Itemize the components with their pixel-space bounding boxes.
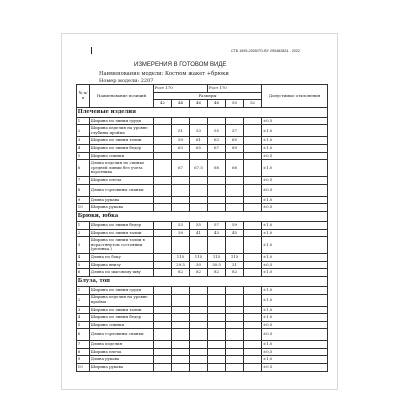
tolerance-value: ±1,0 (262, 286, 328, 294)
size-value (244, 137, 262, 145)
size-value (190, 204, 208, 212)
tolerance-value: ±1,0 (262, 294, 328, 306)
table-row (77, 237, 328, 254)
size-value (244, 125, 262, 137)
size-value: 59 (172, 137, 190, 145)
tolerance-value: ±0,5 (262, 348, 328, 356)
model-name: Наименование модели: Костюм жакет +брюки (99, 71, 229, 77)
table-row (77, 254, 328, 262)
size-value (172, 196, 190, 204)
row-name: Ширина по линии талии в нерастянутом состоянии (резинка.) (90, 237, 154, 254)
row-name: Длина по боку (90, 254, 154, 262)
size-value (190, 348, 208, 356)
row-name: Ширина по линии талии (90, 306, 154, 314)
size-value: 29.5 (172, 261, 190, 269)
row-name: Ширина изделия на уровне глубины пройма (90, 125, 154, 137)
row-number: 10 (77, 364, 90, 372)
row-name: Ширина спинки (90, 152, 154, 160)
size-value (190, 364, 208, 372)
table-row (77, 314, 328, 322)
size-value (244, 117, 262, 125)
row-name: Ширина по линии талии (90, 137, 154, 145)
size-header: 46 (190, 100, 208, 108)
tolerance-value: ±1,0 (262, 314, 328, 322)
size-value (190, 196, 208, 204)
size-value: 115 (226, 254, 244, 262)
size-value (244, 356, 262, 364)
size-value (244, 152, 262, 160)
row-name: Ширина плеча (90, 348, 154, 356)
table-row (77, 306, 328, 314)
row-number: 6 (77, 269, 90, 277)
measurements-table (76, 84, 328, 372)
size-value (244, 177, 262, 185)
size-value: 68 (226, 160, 244, 177)
size-value (154, 117, 172, 125)
row-name: Ширина по линии талии (90, 229, 154, 237)
size-value (190, 184, 208, 196)
table-row (77, 221, 328, 229)
size-value (208, 117, 226, 125)
row-number: 4 (77, 254, 90, 262)
size-value (190, 306, 208, 314)
row-number: 4 (77, 314, 90, 322)
size-value (244, 229, 262, 237)
size-value: 39 (172, 229, 190, 237)
tolerance-value: ±1,0 (262, 254, 328, 262)
standard-reference: СТБ 1593-2005/ТО-BY 290482824 - 2022 (231, 49, 300, 53)
row-number: 3 (77, 306, 90, 314)
table-row (77, 261, 328, 269)
row-name: Ширина по линии бедер (90, 144, 154, 152)
size-value: 55 (190, 221, 208, 229)
size-value (208, 204, 226, 212)
tolerance-value: ±0,5 (262, 329, 328, 341)
table-row (77, 364, 328, 372)
size-value (226, 177, 244, 185)
size-value: 115 (208, 254, 226, 262)
table-row (77, 204, 328, 212)
row-number: 9 (77, 356, 90, 364)
size-value (244, 184, 262, 196)
size-value (190, 329, 208, 341)
size-value (154, 237, 172, 254)
size-value (226, 117, 244, 125)
section-title: Плечевые изделия (77, 107, 328, 117)
row-name: Ширина по линии груди (90, 286, 154, 294)
row-number: 8 (77, 348, 90, 356)
row-name: Ширина рукава (90, 364, 154, 372)
size-value (208, 341, 226, 349)
size-value (226, 314, 244, 322)
size-value (154, 160, 172, 177)
size-value (190, 294, 208, 306)
size-value (172, 204, 190, 212)
size-value (208, 286, 226, 294)
row-number: 5 (77, 321, 90, 329)
size-value (190, 237, 208, 254)
size-value: 61 (190, 137, 208, 145)
size-value (244, 160, 262, 177)
row-number: 1 (77, 286, 90, 294)
size-value (154, 286, 172, 294)
size-value: 67 (208, 144, 226, 152)
tolerance-value: ±0,5 (262, 184, 328, 196)
row-name: Длина изделия по спинке средней линии без учета воротника (90, 160, 154, 177)
table-row (77, 294, 328, 306)
col-no-header: № п/п (77, 85, 90, 108)
size-value (244, 329, 262, 341)
row-number: 1 (77, 117, 90, 125)
tolerance-value: ±0,5 (262, 321, 328, 329)
size-value (154, 229, 172, 237)
size-value (226, 306, 244, 314)
row-name: Длина по шаговому шву (90, 269, 154, 277)
size-value (154, 364, 172, 372)
row-name: Ширина рукава (90, 204, 154, 212)
row-number: 4 (77, 144, 90, 152)
size-value (172, 184, 190, 196)
table-row (77, 144, 328, 152)
tolerance-value: ±1,0 (262, 229, 328, 237)
size-value: 30 (190, 261, 208, 269)
size-value (244, 286, 262, 294)
size-value (226, 286, 244, 294)
row-name: Длина рукава (90, 356, 154, 364)
tolerance-value: ±0,5 (262, 364, 328, 372)
table-row (77, 229, 328, 237)
size-value (172, 329, 190, 341)
size-value: 63 (172, 144, 190, 152)
size-value: 82 (172, 269, 190, 277)
size-value (154, 261, 172, 269)
tolerance-value: ±1,0 (262, 144, 328, 152)
size-value: 57 (226, 125, 244, 137)
size-value (154, 144, 172, 152)
row-number: 2 (77, 294, 90, 306)
size-value (244, 269, 262, 277)
tolerance-value: ±1,0 (262, 341, 328, 349)
size-value: 30.5 (208, 261, 226, 269)
row-name: Ширина плеча (90, 177, 154, 185)
size-value: 45 (226, 229, 244, 237)
size-value (244, 341, 262, 349)
row-number: 5 (77, 261, 90, 269)
size-value: 67 (172, 160, 190, 177)
size-value: 82 (226, 269, 244, 277)
row-number: 7 (77, 177, 90, 185)
size-header: 48 (208, 100, 226, 108)
size-value (190, 341, 208, 349)
size-value (226, 348, 244, 356)
size-value (208, 364, 226, 372)
size-value (226, 341, 244, 349)
size-header: 50 (226, 100, 244, 108)
size-value: 69 (226, 144, 244, 152)
row-name: Ширина по линии груди (90, 117, 154, 125)
size-value: 115 (190, 254, 208, 262)
size-value (190, 177, 208, 185)
size-value (244, 364, 262, 372)
table-row (77, 177, 328, 185)
row-number: 8 (77, 184, 90, 196)
row-name: Длина горловины спинки (90, 184, 154, 196)
row-name: Длина рукава (90, 196, 154, 204)
size-value (154, 152, 172, 160)
size-value (244, 348, 262, 356)
size-value (226, 364, 244, 372)
row-number: 9 (77, 196, 90, 204)
size-header: 52 (244, 100, 262, 108)
size-value (226, 184, 244, 196)
size-value: 41 (190, 229, 208, 237)
section-title: Брюки, юбка (77, 211, 328, 221)
table-row (77, 321, 328, 329)
table-row (77, 356, 328, 364)
size-value: 63 (208, 137, 226, 145)
document-title: ИЗМЕРЕНИЯ В ГОТОВОМ ВИДЕ (134, 62, 227, 68)
tolerance-value: ±1,0 (262, 269, 328, 277)
table-row (77, 125, 328, 137)
size-value (172, 294, 190, 306)
row-name: Ширина по линии бедер (90, 314, 154, 322)
size-value (208, 348, 226, 356)
size-value: 53 (172, 221, 190, 229)
tolerance-value: ±1,0 (262, 237, 328, 254)
row-number: 3 (77, 137, 90, 145)
table-row (77, 329, 328, 341)
size-value (172, 348, 190, 356)
row-name: Ширина спинки (90, 321, 154, 329)
size-value: 53 (190, 125, 208, 137)
size-value: 65 (190, 144, 208, 152)
document-page (61, 33, 338, 390)
size-value (244, 321, 262, 329)
row-number: 7 (77, 341, 90, 349)
size-value (208, 314, 226, 322)
margin-mark (91, 47, 92, 54)
tolerance-value: ±0,5 (262, 177, 328, 185)
size-value: 55 (208, 125, 226, 137)
row-number: 5 (77, 152, 90, 160)
size-value (154, 356, 172, 364)
row-name: Длина изделия (90, 341, 154, 349)
tolerance-value: ±0,5 (262, 204, 328, 212)
size-header: 42 (154, 100, 172, 108)
size-value (190, 314, 208, 322)
size-value (172, 321, 190, 329)
size-value (244, 237, 262, 254)
size-value (154, 137, 172, 145)
size-value (226, 196, 244, 204)
table-row (77, 137, 328, 145)
size-value (226, 329, 244, 341)
size-value (172, 152, 190, 160)
size-value: 65 (226, 137, 244, 145)
row-number: 1 (77, 221, 90, 229)
size-value: 51 (172, 125, 190, 137)
size-value (226, 356, 244, 364)
size-value: 31 (226, 261, 244, 269)
table-row (77, 152, 328, 160)
size-value (244, 254, 262, 262)
size-value (208, 152, 226, 160)
size-value (172, 237, 190, 254)
row-number: 2 (77, 229, 90, 237)
row-name: Длина горловины спинки (90, 329, 154, 341)
size-value (208, 177, 226, 185)
size-value (154, 348, 172, 356)
row-name: Ширина по линии бедер (90, 221, 154, 229)
tolerance-value: ±1,0 (262, 137, 328, 145)
size-value (154, 221, 172, 229)
size-value: 59 (226, 221, 244, 229)
row-number: 6 (77, 329, 90, 341)
size-value (172, 314, 190, 322)
size-header: 44 (172, 100, 190, 108)
col-tolerance-header: Допустимые отклонения (262, 85, 328, 108)
size-value (154, 329, 172, 341)
size-value (190, 286, 208, 294)
growth-2-header: Рост 170 (208, 85, 262, 93)
row-number: 6 (77, 160, 90, 177)
size-value (226, 152, 244, 160)
table-row (77, 341, 328, 349)
size-value (172, 341, 190, 349)
table-row (77, 286, 328, 294)
tolerance-value: ±1,0 (262, 196, 328, 204)
size-value (208, 237, 226, 254)
size-value (172, 286, 190, 294)
size-value (154, 341, 172, 349)
size-value (208, 329, 226, 341)
table-row (77, 160, 328, 177)
size-value (208, 321, 226, 329)
row-name: Ширина изделия на уровне пройма (90, 294, 154, 306)
table-row (77, 117, 328, 125)
size-value (154, 294, 172, 306)
tolerance-value: ±1,0 (262, 125, 328, 137)
model-number: Номер модели: 2207 (99, 78, 154, 84)
size-value (244, 314, 262, 322)
size-value (154, 306, 172, 314)
section-title: Блуза, топ (77, 276, 328, 286)
size-value: 43 (208, 229, 226, 237)
size-value (154, 254, 172, 262)
size-value (244, 204, 262, 212)
sizes-header: Размеры (154, 92, 262, 100)
size-value (190, 152, 208, 160)
table-row (77, 348, 328, 356)
size-value: 82 (208, 269, 226, 277)
size-value (154, 184, 172, 196)
row-number: 2 (77, 125, 90, 137)
tolerance-value: ±0,5 (262, 117, 328, 125)
size-value (172, 117, 190, 125)
size-value (208, 306, 226, 314)
size-value: 57 (208, 221, 226, 229)
size-value: 115 (172, 254, 190, 262)
size-value (208, 356, 226, 364)
size-value (154, 196, 172, 204)
size-value (208, 294, 226, 306)
size-value (190, 356, 208, 364)
size-value (154, 269, 172, 277)
row-name: Ширина внизу (90, 261, 154, 269)
tolerance-value: ±1,0 (262, 356, 328, 364)
size-value: 68 (208, 160, 226, 177)
size-value (172, 364, 190, 372)
size-value (226, 294, 244, 306)
size-value (226, 321, 244, 329)
table-row (77, 184, 328, 196)
table-row (77, 196, 328, 204)
size-value (172, 356, 190, 364)
size-value (154, 177, 172, 185)
size-value (172, 306, 190, 314)
row-number: 3 (77, 237, 90, 254)
col-name-header: Наименование позиций (90, 85, 154, 108)
size-value: 67.5 (190, 160, 208, 177)
size-value (244, 261, 262, 269)
tolerance-value: ±1,0 (262, 160, 328, 177)
size-value (244, 196, 262, 204)
size-value (244, 306, 262, 314)
size-value (154, 125, 172, 137)
size-value (154, 204, 172, 212)
size-value (226, 204, 244, 212)
size-value (190, 117, 208, 125)
size-value (226, 237, 244, 254)
table-row (77, 269, 328, 277)
row-number: 10 (77, 204, 90, 212)
size-value (172, 177, 190, 185)
tolerance-value: ±0,5 (262, 261, 328, 269)
tolerance-value: ±0,5 (262, 152, 328, 160)
size-value (190, 321, 208, 329)
growth-1-header: Рост 170 (154, 85, 208, 93)
size-value (154, 314, 172, 322)
tolerance-value: ±1,0 (262, 306, 328, 314)
tolerance-value: ±1,0 (262, 221, 328, 229)
size-value (244, 294, 262, 306)
size-value (208, 184, 226, 196)
size-value: 82 (190, 269, 208, 277)
size-value (244, 144, 262, 152)
size-value (244, 221, 262, 229)
size-value (154, 321, 172, 329)
size-value (208, 196, 226, 204)
